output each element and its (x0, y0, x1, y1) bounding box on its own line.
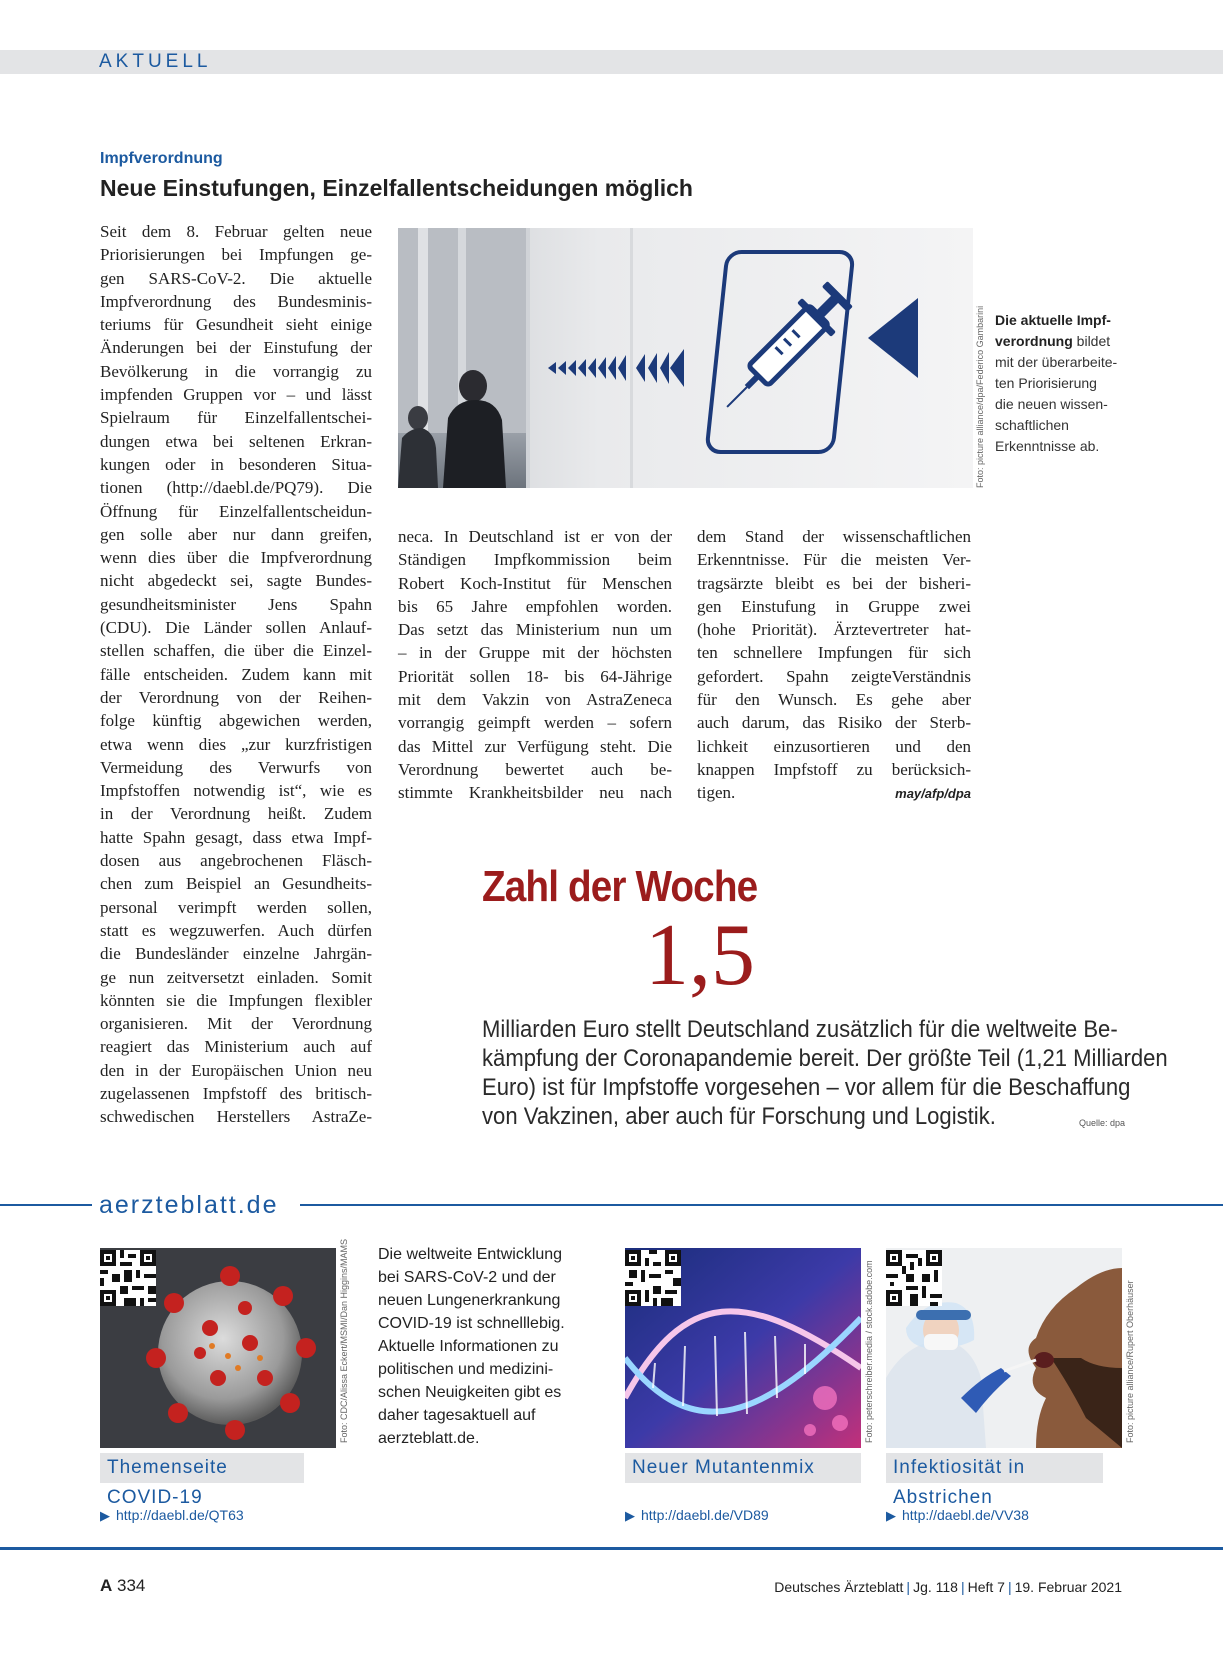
separator: | (906, 1579, 911, 1595)
text-line: ge nun zeitversetzt einladen. Somit (100, 967, 372, 987)
text-line: stimmte Krankheitsbilder neu nach (398, 783, 672, 803)
caption-line-3: bildet (1072, 333, 1111, 349)
text-line: gen solle aber nur dann greifen, (100, 524, 372, 544)
text-line: Bevölkerung in die vorrangig zu (100, 361, 372, 381)
text-line: chen zum Beispiel an Gesundheits- (100, 874, 372, 894)
vaccination-center-photo (398, 228, 973, 488)
text-line: das Mittel zur Verfügung steht. Die (398, 736, 672, 756)
page-prefix: A (100, 1576, 113, 1595)
text-line: tigen. (697, 783, 736, 803)
text-line: tragsärzte bleibt es bei der bisheri- (697, 573, 971, 593)
caption-bold-line-2: verordnung (995, 333, 1073, 349)
article-kicker: Impfverordnung (100, 150, 223, 167)
text-line: neca. In Deutschland ist er von der (398, 527, 672, 546)
text-line: Ständigen Impfkommission beim (398, 550, 672, 570)
text-line: – in der Gruppe mit der höchsten (398, 643, 672, 663)
text-line: gesundheitsminister Jens Spahn (100, 594, 372, 614)
text-line: wenn dies über die Impfverordnung (100, 548, 372, 568)
text-line: dem Stand der wissenschaftlichen (697, 527, 971, 546)
zahl-der-woche-title: Zahl der Woche (482, 862, 758, 911)
caption-line-7: schaftlichen (995, 417, 1069, 433)
article-column-1 (100, 220, 372, 1129)
separator: | (960, 1579, 965, 1595)
text-line: etwa wenn dies „zur kurzfristigen (100, 734, 372, 754)
text-line: bis 65 Jahre empfohlen worden. (398, 596, 672, 616)
card-infectivity-link[interactable] (886, 1507, 1029, 1524)
text-line: tionen (http://daebl.de/PQ79). Die (100, 478, 372, 498)
card-covid-url[interactable]: http://daebl.de/QT63 (116, 1507, 244, 1523)
text-line: stellen schaffen, die über die Einzel- (100, 641, 372, 661)
text-line: auch darum, das Risiko der Sterb- (697, 713, 971, 733)
intro-line: Aktuelle Informationen zu (378, 1338, 559, 1355)
text-line: der Verordnung von der Reihen- (100, 687, 372, 707)
text-line: Das setzt das Ministerium nun um (398, 620, 672, 640)
qr-code-icon[interactable] (625, 1250, 681, 1306)
zdw-line: von Vakzinen, aber auch für Forschung und Logistik. (482, 1103, 996, 1130)
photo-caption (995, 310, 1125, 457)
syringe-sign-image (398, 228, 973, 488)
qr-code-icon[interactable] (886, 1250, 942, 1306)
text-line: Verordnung bewertet auch be- (398, 759, 672, 779)
text-line: (hohe Priorität). Ärztevertreter hat- (697, 620, 971, 640)
text-line: hatte Spahn gesagt, dass etwa Impf- (100, 827, 372, 847)
text-line: Priorisierungen bei Impfungen ge- (100, 245, 372, 265)
text-line: impfenden Gruppen vor – und lässt (100, 385, 372, 405)
zahl-der-woche-number: 1,5 (645, 907, 755, 1004)
text-line: personal verimpft werden sollen, (100, 897, 372, 917)
text-line: gen Einstufung in Gruppe zwei (697, 596, 971, 616)
separator: | (1007, 1579, 1012, 1595)
text-line: Impfstoffen notwendig ist“, wie es (100, 781, 372, 801)
text-line: teriums für Gesundheit sieht einige (100, 315, 372, 335)
journal-issue: Heft 7 (967, 1579, 1005, 1595)
page-number-value: 334 (117, 1576, 146, 1595)
text-line: kungen oder in besonderen Situa- (100, 454, 372, 474)
intro-line: schen Neuigkeiten gibt es (378, 1384, 562, 1401)
card-mutant-credit: Foto: peterschreiber.media / stock.adobe.com (864, 1260, 874, 1443)
caption-line-4: mit der überarbeite- (995, 354, 1118, 370)
text-line: dungen etwa bei seltenen Erkran- (100, 431, 372, 451)
text-line: lichkeit einzusortieren und den (697, 736, 971, 756)
aerzteblatt-intro (378, 1243, 568, 1450)
caption-line-8: Erkenntnisse ab. (995, 438, 1100, 454)
card-covid-link[interactable] (100, 1507, 244, 1524)
footer-rule (0, 1547, 1223, 1550)
card-mutant-link[interactable] (625, 1507, 769, 1524)
text-line: könnten sie die Impfungen flexibler (100, 990, 372, 1010)
article-column-2 (398, 525, 672, 805)
last-line-row (697, 781, 971, 804)
card-infectivity-credit: Foto: picture alliance/Rupert Oberhäuser (1125, 1280, 1135, 1443)
page-number (100, 1576, 145, 1596)
intro-line: Die weltweite Entwicklung (378, 1246, 563, 1263)
text-line: für den Wunsch. Es gehe aber (697, 690, 971, 710)
journal-info (770, 1579, 1122, 1595)
intro-line: COVID-19 ist schnelllebig. (378, 1315, 565, 1332)
text-line: zugelassenen Impfstoff des britisch- (100, 1083, 372, 1103)
intro-line: bei SARS-CoV-2 und der (378, 1269, 556, 1286)
journal-name: Deutsches Ärzteblatt (774, 1579, 904, 1595)
caption-line-6: die neuen wissen- (995, 396, 1108, 412)
text-line: vorrangig geimpft werden – sofern (398, 713, 672, 733)
zdw-line: kämpfung der Coronapandemie bereit. Der größte Teil (1,21 Milliarden (482, 1045, 1168, 1072)
photo-credit: Foto: picture alliance/dpa/Federico Gambarini (975, 305, 985, 488)
text-line: ten schnellere Impfungen für sich (697, 643, 971, 663)
article-column-3 (697, 525, 971, 805)
text-line: gefordert. Spahn zeigteVerständnis (697, 666, 971, 686)
text-line: Änderungen bei der Einstufung der (100, 338, 372, 358)
text-line: die Bundesländer einzelne Jahrgän- (100, 944, 372, 964)
zdw-line: Euro) ist für Impfstoffe vorgesehen – vor allem für die Beschaffung (482, 1074, 1131, 1101)
card-covid-credit: Foto: CDC/Alissa Eckert/MSMI/Dan Higgins/MAMS (339, 1238, 349, 1443)
intro-line: daher tagesaktuell auf (378, 1407, 536, 1424)
text-line: reagiert das Ministerium auch auf (100, 1037, 372, 1057)
intro-line: politischen und medizini- (378, 1361, 554, 1378)
text-line: statt es wegzuwerfen. Auch dürfen (100, 920, 372, 940)
qr-code-icon[interactable] (100, 1250, 156, 1306)
text-line: nicht abgedeckt sei, sagte Bundes- (100, 571, 372, 591)
text-line: Robert Koch-Institut für Menschen (398, 573, 672, 593)
card-infectivity-url[interactable]: http://daebl.de/VV38 (902, 1507, 1029, 1523)
text-line: (CDU). Die Länder sollen Anlauf- (100, 618, 372, 638)
zdw-line: Milliarden Euro stellt Deutschland zusätzlich für die weltweite Be- (482, 1016, 1118, 1043)
caption-line-5: ten Priorisierung (995, 375, 1097, 391)
zahl-der-woche-source: Quelle: dpa (1079, 1118, 1126, 1128)
text-line: Impfverordnung des Bundesminis- (100, 291, 372, 311)
text-line: fälle entscheiden. Zudem kann mit (100, 664, 372, 684)
journal-date: 19. Februar 2021 (1014, 1579, 1122, 1595)
card-mutant-url[interactable]: http://daebl.de/VD89 (641, 1507, 769, 1523)
caption-bold-line-1: Die aktuelle Impf- (995, 312, 1111, 328)
card-infectivity-title[interactable]: Infektiosität in Abstrichen (886, 1453, 1103, 1483)
text-line: folge künftig abgewichen werden, (100, 711, 372, 731)
text-line: dosen aus angebrochenen Fläsch- (100, 851, 372, 871)
text-line: in der Verordnung heißt. Zudem (100, 804, 372, 824)
text-line: Erkenntnisse. Für die meisten Ver- (697, 550, 971, 570)
card-mutant-title[interactable]: Neuer Mutantenmix (625, 1453, 861, 1483)
text-line: Spielraum für Einzelfallentschei- (100, 408, 372, 428)
intro-line: aerzteblatt.de. (378, 1430, 480, 1447)
author-signature: may/afp/dpa (895, 786, 971, 802)
text-line: den in der Europäischen Union neu (100, 1060, 372, 1080)
play-arrow-icon: ▶ (886, 1508, 896, 1523)
text-line: Öffnung für Einzelfallentscheidun- (100, 501, 372, 521)
play-arrow-icon: ▶ (100, 1508, 110, 1523)
intro-line: neuen Lungenerkrankung (378, 1292, 561, 1309)
card-covid-title[interactable]: Themenseite COVID-19 (100, 1453, 304, 1483)
text-line: Vermeidung des Verwurfs von (100, 757, 372, 777)
article-headline: Neue Einstufungen, Einzelfallentscheidungen möglich (100, 175, 693, 201)
section-rule-right (300, 1204, 1223, 1206)
journal-volume: Jg. 118 (913, 1579, 958, 1595)
play-arrow-icon: ▶ (625, 1508, 635, 1523)
text-line: gen SARS-CoV-2. Die aktuelle (100, 268, 372, 288)
text-line: knappen Impfstoff zu berücksich- (697, 759, 971, 779)
section-label: AKTUELL (99, 51, 212, 72)
text-line: Priorität sollen 18- bis 64-Jährige (398, 666, 672, 686)
text-line: Seit dem 8. Februar gelten neue (100, 222, 372, 241)
text-line: mit dem Vakzin von AstraZeneca (398, 690, 672, 710)
text-line: organisieren. Mit der Verordnung (100, 1014, 372, 1034)
section-rule-left (0, 1204, 92, 1206)
aerzteblatt-label: aerzteblatt.de (99, 1191, 279, 1219)
text-line: schwedischen Herstellers AstraZe- (100, 1107, 372, 1127)
